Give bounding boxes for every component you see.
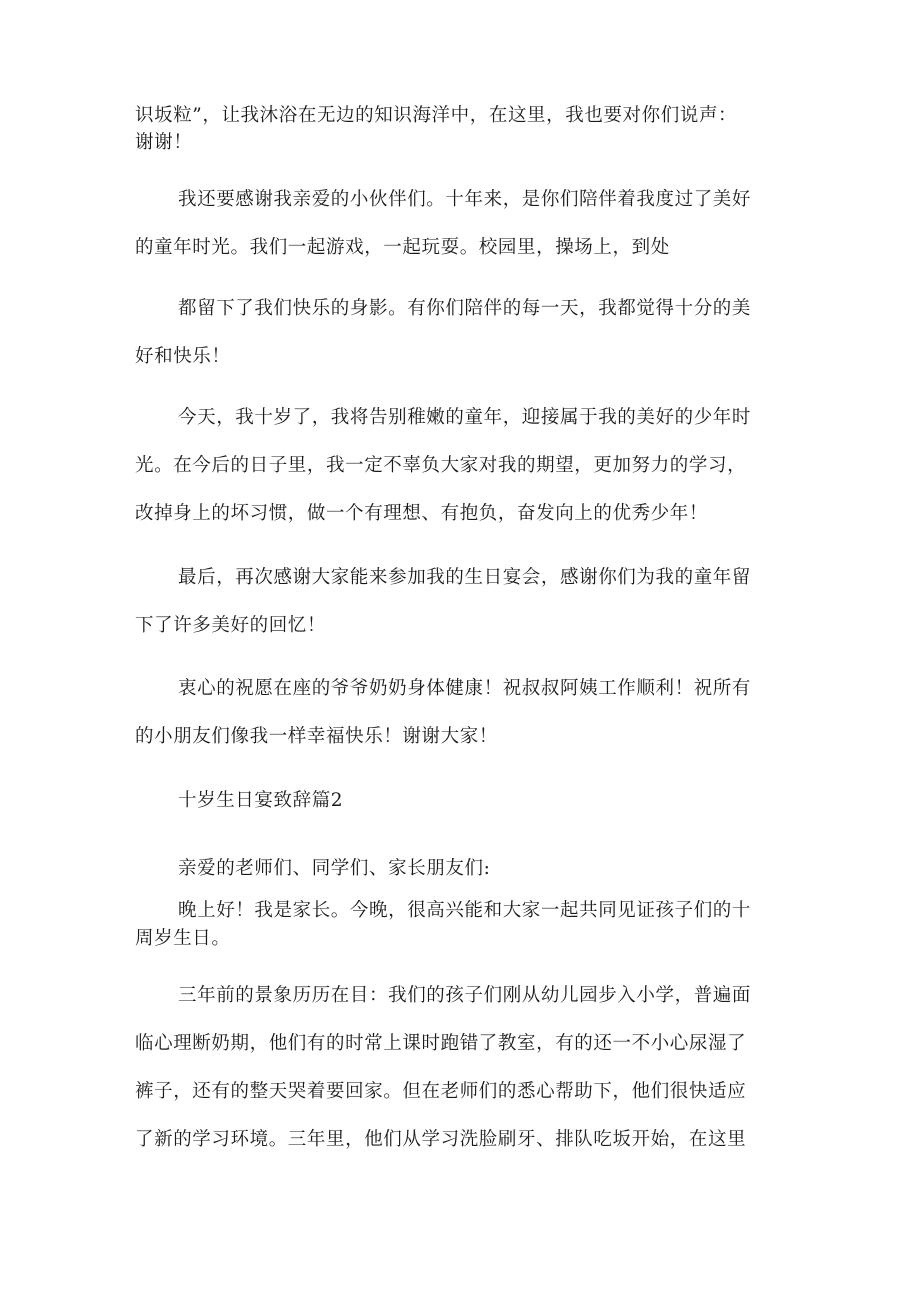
text-line: 周岁生日。	[135, 928, 231, 949]
text-line: 的小朋友们像我一样幸福快乐！谢谢大家！	[135, 726, 498, 747]
text-line: 裤子，还有的整天哭着要回家。但在老师们的悉心帮助下，他们很快适应	[135, 1081, 747, 1102]
text-line: 临心理断奶期，他们有的时常上课时跑错了教室，有的还一不小心尿湿了	[135, 1033, 747, 1054]
section-heading: 十岁生日宴致辞篇2	[178, 790, 344, 811]
text-line: 我还要感谢我亲爱的小伙伴们。十年来，是你们陪伴着我度过了美好	[178, 189, 752, 210]
text-line: 识坂粒”，让我沐浴在无边的知识海洋中，在这里，我也要对你们说声：	[135, 105, 738, 126]
text-line: 的童年时光。我们一起游戏，一起玩耍。校园里，操场上，到处	[135, 237, 670, 258]
text-line: 晚上好！我是家长。今晚，很高兴能和大家一起共同见证孩子们的十	[178, 900, 752, 921]
text-line: 都留下了我们快乐的身影。有你们陪伴的每一天，我都觉得十分的美	[178, 298, 752, 319]
text-line: 改掉身上的坏习惯，做一个有理想、有抱负，奋发向上的优秀少年！	[135, 503, 709, 524]
text-line: 谢谢！	[135, 132, 193, 153]
text-line: 今天，我十岁了，我将告别稚嫩的童年，迎接属于我的美好的少年时	[178, 407, 752, 428]
text-line: 好和快乐！	[135, 346, 231, 367]
text-line: 衷心的祝愿在座的爷爷奶奶身体健康！祝叔叔阿姨工作顺利！祝所有	[178, 678, 752, 699]
salutation: 亲爱的老师们、同学们、家长朋友们:	[178, 858, 491, 879]
text-line: 最后，再次感谢大家能来参加我的生日宴会，感谢你们为我的童年留	[178, 567, 752, 588]
text-line: 三年前的景象历历在目：我们的孩子们刚从幼儿园步入小学，普遍面	[178, 985, 752, 1006]
text-line: 了新的学习环境。三年里，他们从学习洗脸刷牙、排队吃坂开始，在这里	[135, 1129, 747, 1150]
text-line: 下了许多美好的回忆！	[135, 615, 327, 636]
text-line: 光。在今后的日子里，我一定不辜负大家对我的期望，更加努力的学习，	[135, 455, 747, 476]
